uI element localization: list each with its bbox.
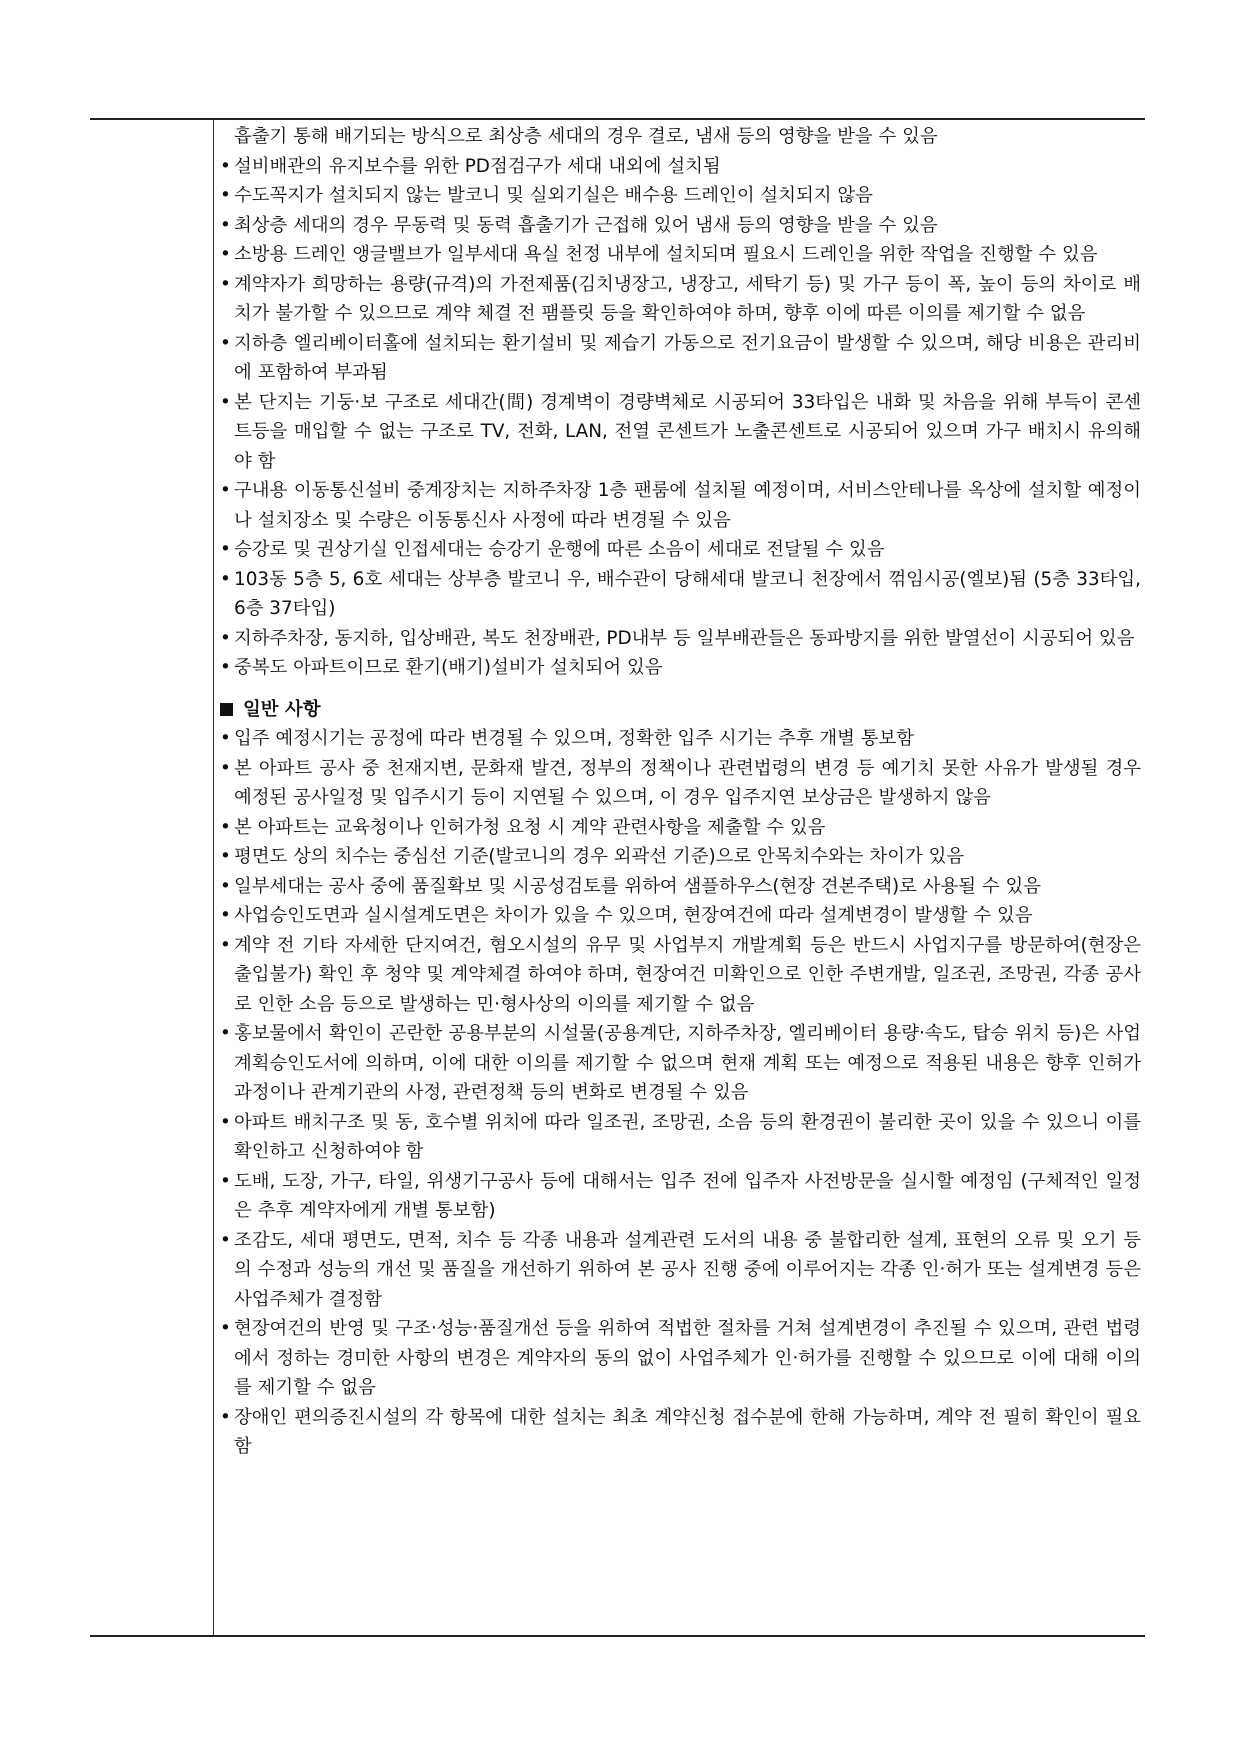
list-item <box>214 535 1141 565</box>
list-item <box>214 240 1141 270</box>
bullet-mark: • <box>220 155 231 177</box>
bullet-mark: • <box>220 244 231 265</box>
list-item <box>214 1019 1141 1108</box>
list-item-text: 장애인 편의증진시설의 각 항목에 대한 설치는 최초 계약신청 접수분에 한해 가능하며, 계약 전 필히 확인이 필요함 <box>234 1406 1141 1457</box>
list-item-text: 본 단지는 기둥·보 구조로 세대간(間) 경계벽이 경량벽체로 시공되어 33타입은 내화 및 차음을 위해 부득이 콘센트등을 매입할 수 없는 구조로 TV, 전화, LAN, 전열 콘센트가 노출콘센트로 시공되어 있으며 가구 배치시 유의해야 함 <box>234 391 1141 472</box>
list-item <box>214 565 1141 624</box>
bullet-mark: • <box>220 1111 231 1133</box>
list-item <box>214 872 1141 902</box>
bullet-mark: • <box>220 391 231 413</box>
list-item <box>214 270 1141 329</box>
list-item <box>214 901 1141 931</box>
list-item <box>214 211 1141 241</box>
list-item <box>214 653 1141 683</box>
list-item <box>214 813 1141 843</box>
bullet-mark: • <box>220 480 231 501</box>
bullet-mark: • <box>220 757 231 779</box>
list-item-text: 승강로 및 권상기실 인접세대는 승강기 운행에 따른 소음이 세대로 전달될 수 있음 <box>234 539 885 560</box>
facility-notes-list <box>214 152 1141 683</box>
section-heading-general <box>214 695 1141 725</box>
continued-text: 흡출기 통해 배기되는 방식으로 최상층 세대의 경우 결로, 냄새 등의 영향을 받을 수 있음 <box>234 126 938 147</box>
bullet-mark: • <box>220 214 231 236</box>
bullet-mark: • <box>220 273 231 295</box>
list-item-text: 아파트 배치구조 및 동, 호수별 위치에 따라 일조권, 조망권, 소음 등의 환경권이 불리한 곳이 있을 수 있으니 이를 확인하고 신청하여야 함 <box>234 1111 1142 1162</box>
list-item <box>214 1167 1141 1226</box>
list-item-text: 사업승인도면과 실시설계도면은 차이가 있을 수 있으며, 현장여건에 따라 설계변경이 발생할 수 있음 <box>234 905 1033 926</box>
list-item <box>214 842 1141 872</box>
list-item-text: 입주 예정시기는 공정에 따라 변경될 수 있으며, 정확한 입주 시기는 추후 개별 통보함 <box>234 728 915 749</box>
list-item-text: 설비배관의 유지보수를 위한 PD점검구가 세대 내외에 설치됨 <box>234 155 721 177</box>
bullet-mark: • <box>220 539 231 560</box>
list-item-text: 본 아파트는 교육청이나 인허가청 요청 시 계약 관련사항을 제출할 수 있음 <box>234 816 826 838</box>
section-spacer <box>214 683 1141 695</box>
bullet-mark: • <box>220 1406 231 1428</box>
list-item <box>214 388 1141 477</box>
bullet-mark: • <box>220 657 231 678</box>
bullet-mark: • <box>220 846 231 867</box>
bullet-mark: • <box>220 1318 231 1339</box>
list-item-text: 수도꼭지가 설치되지 않는 발코니 및 실외기실은 배수용 드레인이 설치되지 않음 <box>234 185 873 206</box>
black-square-icon <box>220 703 233 716</box>
list-item-text: 103동 5층 5, 6호 세대는 상부층 발코니 우, 배수관이 당해세대 발코니 천장에서 꺾임시공(엘보)됨 (5층 33타입, 6층 37타입) <box>234 568 1141 619</box>
bullet-mark: • <box>220 1023 231 1044</box>
list-item-text: 도배, 도장, 가구, 타일, 위생기구공사 등에 대해서는 입주 전에 입주자 사전방문을 실시할 예정임 (구체적인 일정은 추후 계약자에게 개별 통보함) <box>234 1170 1141 1221</box>
list-item-text: 일부세대는 공사 중에 품질확보 및 시공성검토를 위하여 샘플하우스(현장 견본주택)로 사용될 수 있음 <box>234 875 1042 897</box>
bullet-mark: • <box>220 1170 231 1192</box>
list-item-text: 계약 전 기타 자세한 단지여건, 혐오시설의 유무 및 사업부지 개발계획 등은 반드시 사업지구를 방문하여(현장은 출입불가) 확인 후 청약 및 계약체결 하여야 하며, 현장여건 미확인으로 인한 주변개발, 일조권, 조망권, 각종 공사로 인한 소음 등으로 발생하는 민·형사상의 이의를 제기할 수 없음 <box>234 934 1141 1015</box>
notice-content <box>214 122 1145 1462</box>
list-item <box>214 754 1141 813</box>
list-item <box>214 152 1141 182</box>
bullet-mark: • <box>220 875 231 897</box>
bullet-mark: • <box>220 332 231 354</box>
bullet-mark: • <box>220 816 231 838</box>
list-item-text: 현장여건의 반영 및 구조·성능·품질개선 등을 위하여 적법한 절차를 거쳐 설계변경이 추진될 수 있으며, 관련 법령에서 정하는 경미한 사항의 변경은 계약자의 동의 없이 사업주체가 인·허가를 진행할 수 있으므로 이에 대해 이의를 제기할 수 없음 <box>234 1318 1141 1398</box>
bullet-mark: • <box>220 185 231 206</box>
list-item <box>214 1314 1141 1403</box>
section-heading-text: 일반 사항 <box>243 698 321 720</box>
list-item-text: 계약자가 희망하는 용량(규격)의 가전제품(김치냉장고, 냉장고, 세탁기 등) 및 가구 등이 폭, 높이 등의 차이로 배치가 불가할 수 있으므로 계약 체결 전 팸플릿 등을 확인하여야 하며, 향후 이에 따른 이의를 제기할 수 없음 <box>234 273 1141 324</box>
bullet-mark: • <box>220 1229 231 1251</box>
list-item-text: 구내용 이동통신설비 중계장치는 지하주차장 1층 팬룸에 설치될 예정이며, 서비스안테나를 옥상에 설치할 예정이나 설치장소 및 수량은 이동통신사 사정에 따라 변경될 수 있음 <box>234 480 1141 531</box>
list-item-text: 소방용 드레인 앵글밸브가 일부세대 욕실 천정 내부에 설치되며 필요시 드레인을 위한 작업을 진행할 수 있음 <box>234 244 1098 265</box>
label-column <box>90 120 214 1635</box>
list-item-text: 평면도 상의 치수는 중심선 기준(발코니의 경우 외곽선 기준)으로 안목치수와는 차이가 있음 <box>234 846 965 867</box>
list-item-text: 조감도, 세대 평면도, 면적, 치수 등 각종 내용과 설계관련 도서의 내용 중 불합리한 설계, 표현의 오류 및 오기 등의 수정과 성능의 개선 및 품질을 개선하기 위하여 본 공사 진행 중에 이루어지는 각종 인·허가 또는 설계변경 등은 사업주체가 결정함 <box>234 1229 1141 1310</box>
bullet-mark: • <box>220 905 231 926</box>
list-item <box>214 931 1141 1020</box>
notice-table <box>90 118 1145 1637</box>
bullet-mark: • <box>220 934 231 956</box>
list-item <box>214 1403 1141 1462</box>
list-item-text: 지하주차장, 동지하, 입상배관, 복도 천장배관, PD내부 등 일부배관들은 동파방지를 위한 발열선이 시공되어 있음 <box>234 627 1135 649</box>
list-item-text: 지하층 엘리베이터홀에 설치되는 환기설비 및 제습기 가동으로 전기요금이 발생할 수 있으며, 해당 비용은 관리비에 포함하여 부과됨 <box>234 332 1141 383</box>
list-item <box>214 181 1141 211</box>
bullet-mark: • <box>220 728 231 749</box>
list-item <box>214 724 1141 754</box>
list-item-text: 본 아파트 공사 중 천재지변, 문화재 발견, 정부의 정책이나 관련법령의 변경 등 예기치 못한 사유가 발생될 경우 예정된 공사일정 및 입주시기 등이 지연될 수 있으며, 이 경우 입주지연 보상금은 발생하지 않음 <box>234 757 1141 808</box>
bullet-mark: • <box>220 627 231 649</box>
list-item <box>214 1108 1141 1167</box>
list-item <box>214 329 1141 388</box>
list-item-text: 홍보물에서 확인이 곤란한 공용부분의 시설물(공용계단, 지하주차장, 엘리베이터 용량·속도, 탑승 위치 등)은 사업계획승인도서에 의하며, 이에 대한 이의를 제기할 수 없으며 현재 계획 또는 예정으로 적용된 내용은 향후 인허가 과정이나 관계기관의 사정, 관련정책 등의 변화로 변경될 수 있음 <box>234 1023 1141 1103</box>
list-item-text: 중복도 아파트이므로 환기(배기)설비가 설치되어 있음 <box>234 657 663 678</box>
general-notes-list <box>214 724 1141 1462</box>
list-item <box>214 1226 1141 1315</box>
list-item <box>214 476 1141 535</box>
bullet-mark: • <box>220 568 231 590</box>
list-item <box>214 624 1141 654</box>
list-item-text: 최상층 세대의 경우 무동력 및 동력 흡출기가 근접해 있어 냄새 등의 영향을 받을 수 있음 <box>234 214 938 236</box>
